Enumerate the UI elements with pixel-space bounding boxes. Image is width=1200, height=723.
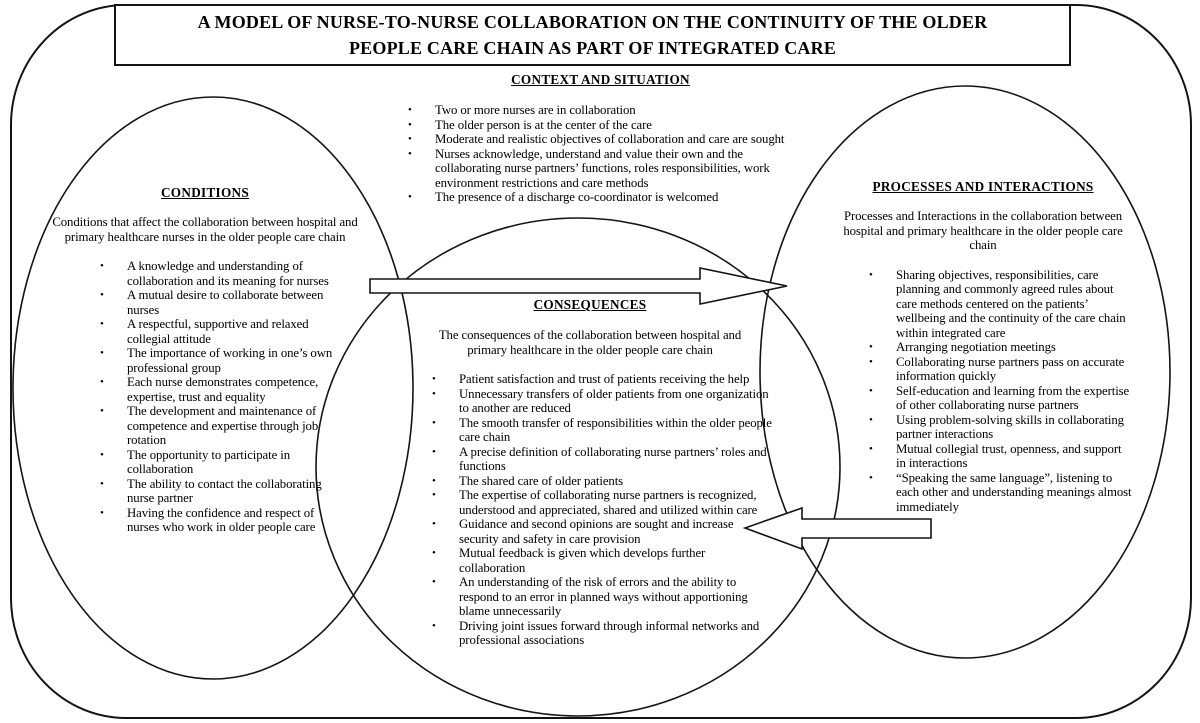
bullet-item	[869, 340, 1133, 355]
bullet-item	[432, 372, 772, 387]
section-conditions	[52, 185, 358, 535]
bullet-icon: •	[432, 547, 436, 559]
bullet-text: Using problem-solving skills in collaborating partner interactions	[896, 412, 1124, 441]
bullet-text: Arranging negotiation meetings	[896, 340, 1056, 354]
bullet-icon: •	[869, 471, 873, 484]
conditions-intro: Conditions that affect the collaboration between hospital and primary healthcare nurses in the older people care chain	[52, 215, 358, 244]
bullet-text: The importance of working in one’s own professional group	[127, 346, 333, 375]
processes-intro: Processes and Interactions in the collaboration between hospital and primary healthcare in the older people care chain	[843, 209, 1123, 252]
bullet-item	[408, 147, 793, 191]
bullet-item	[100, 317, 345, 346]
bullet-icon: •	[100, 448, 104, 461]
bullet-text: Mutual feedback is given which develops further collaboration	[459, 546, 706, 575]
bullet-text: Patient satisfaction and trust of patients receiving the help	[459, 372, 750, 386]
context-bullet-list	[408, 103, 793, 205]
bullet-item	[869, 384, 1133, 413]
section-consequences	[410, 297, 770, 648]
bullet-text: An understanding of the risk of errors and the ability to respond to an error in planned ways without apportioning blame unnecessarily	[459, 575, 748, 618]
processes-heading: PROCESSES AND INTERACTIONS	[872, 179, 1094, 194]
bullet-item	[100, 404, 345, 448]
bullet-item	[408, 190, 793, 205]
bullet-text: A mutual desire to collaborate between nurses	[127, 288, 324, 317]
bullet-text: The smooth transfer of responsibilities within the older people care chain	[459, 415, 772, 444]
bullet-text: The opportunity to participate in collaboration	[127, 447, 291, 476]
bullet-item	[432, 488, 772, 517]
bullet-item	[432, 575, 772, 619]
bullet-item	[408, 118, 793, 133]
conditions-heading: CONDITIONS	[160, 185, 249, 200]
bullet-item	[432, 387, 772, 416]
bullet-icon: •	[869, 355, 873, 368]
section-context	[402, 72, 799, 205]
bullet-item	[408, 132, 793, 147]
section-processes	[833, 179, 1133, 514]
title-box	[114, 4, 1071, 66]
bullet-text: Driving joint issues forward through informal networks and professional associations	[459, 618, 760, 647]
bullet-icon: •	[408, 191, 412, 203]
bullet-text: The ability to contact the collaborating nurse partner	[127, 476, 322, 505]
bullet-item	[869, 355, 1133, 384]
bullet-icon: •	[432, 474, 436, 487]
bullet-item	[432, 445, 772, 474]
bullet-icon: •	[869, 442, 873, 455]
context-heading: CONTEXT AND SITUATION	[511, 72, 690, 87]
bullet-item	[100, 506, 345, 535]
bullet-icon: •	[432, 387, 436, 400]
consequences-heading: CONSEQUENCES	[533, 297, 647, 312]
bullet-item	[432, 546, 772, 575]
bullet-text: Each nurse demonstrates competence, expertise, trust and equality	[127, 375, 319, 404]
bullet-text: “Speaking the same language”, listening to each other and understanding meanings almost immediately	[896, 470, 1132, 514]
bullet-text: A precise definition of collaborating nurse partners’ roles and functions	[459, 444, 767, 473]
bullet-item	[100, 259, 345, 288]
bullet-icon: •	[100, 318, 104, 330]
bullet-icon: •	[432, 373, 436, 385]
bullet-icon: •	[869, 413, 873, 426]
bullet-icon: •	[408, 104, 412, 116]
processes-to-consequences-arrow	[745, 508, 931, 549]
bullet-icon: •	[408, 118, 412, 131]
bullet-text: The development and maintenance of competence and expertise through job rotation	[127, 404, 319, 447]
bullet-icon: •	[100, 405, 104, 417]
bullet-item	[100, 346, 345, 375]
bullet-text: A knowledge and understanding of collaboration and its meaning for nurses	[127, 259, 329, 288]
bullet-icon: •	[432, 518, 436, 530]
bullet-item	[432, 474, 772, 489]
diagram-title: A MODEL OF NURSE-TO-NURSE COLLABORATION ON THE CONTINUITY OF THE OLDER PEOPLE CARE CHAIN AS PART OF INTEGRATED CARE	[197, 11, 988, 58]
bullet-item	[100, 375, 345, 404]
bullet-text: Mutual collegial trust, openness, and support in interactions	[896, 441, 1122, 470]
bullet-text: A respectful, supportive and relaxed collegial attitude	[127, 317, 309, 346]
bullet-item	[432, 517, 772, 546]
consequences-intro: The consequences of the collaboration between hospital and primary healthcare in the older people care chain	[438, 328, 742, 357]
conditions-bullet-list	[100, 259, 345, 535]
bullet-item	[100, 448, 345, 477]
consequences-bullet-list	[432, 372, 772, 648]
bullet-item	[869, 471, 1133, 515]
bullet-text: The older person is at the center of the care	[435, 117, 652, 132]
bullet-text: Collaborating nurse partners pass on accurate information quickly	[896, 354, 1125, 383]
processes-bullet-list	[869, 268, 1133, 515]
bullet-icon: •	[100, 376, 104, 388]
bullet-text: Nurses acknowledge, understand and value their own and the collaborating nurse partners’ functions, roles responsibilities, work environment restrictions and care methods	[435, 146, 770, 190]
bullet-item	[408, 103, 793, 118]
bullet-text: Two or more nurses are in collaboration	[435, 103, 636, 117]
bullet-item	[869, 268, 1133, 341]
bullet-text: Moderate and realistic objectives of collaboration and care are sought	[435, 132, 785, 146]
bullet-text: The shared care of older patients	[459, 473, 624, 488]
bullet-icon: •	[869, 268, 873, 281]
bullet-icon: •	[432, 489, 436, 501]
bullet-text: The presence of a discharge co-coordinator is welcomed	[435, 190, 719, 204]
bullet-icon: •	[100, 260, 104, 272]
bullet-icon: •	[100, 506, 104, 519]
bullet-icon: •	[100, 347, 104, 359]
bullet-text: The expertise of collaborating nurse partners is recognized, understood and appreciated, shared and utilized within care	[459, 488, 758, 517]
bullet-text: Having the confidence and respect of nurses who work in older people care	[127, 505, 316, 534]
bullet-icon: •	[408, 147, 412, 160]
bullet-icon: •	[869, 341, 873, 353]
bullet-item	[432, 416, 772, 445]
bullet-icon: •	[869, 384, 873, 397]
bullet-icon: •	[432, 576, 436, 588]
bullet-icon: •	[432, 445, 436, 458]
bullet-text: Self-education and learning from the expertise of other collaborating nurse partners	[896, 383, 1130, 412]
bullet-text: Sharing objectives, responsibilities, care planning and commonly agreed rules about care methods centered on the patients’ wellbeing and the continuity of the care chain within integrated care	[896, 267, 1126, 340]
bullet-icon: •	[100, 289, 104, 301]
bullet-item	[100, 477, 345, 506]
bullet-item	[869, 442, 1133, 471]
bullet-item	[100, 288, 345, 317]
bullet-text: Guidance and second opinions are sought and increase security and safety in care provision	[459, 517, 734, 546]
bullet-icon: •	[408, 133, 412, 145]
bullet-item	[432, 619, 772, 648]
bullet-icon: •	[432, 416, 436, 429]
bullet-item	[869, 413, 1133, 442]
bullet-icon: •	[432, 619, 436, 632]
bullet-text: Unnecessary transfers of older patients from one organization to another are reduced	[459, 386, 769, 415]
bullet-icon: •	[100, 477, 104, 490]
